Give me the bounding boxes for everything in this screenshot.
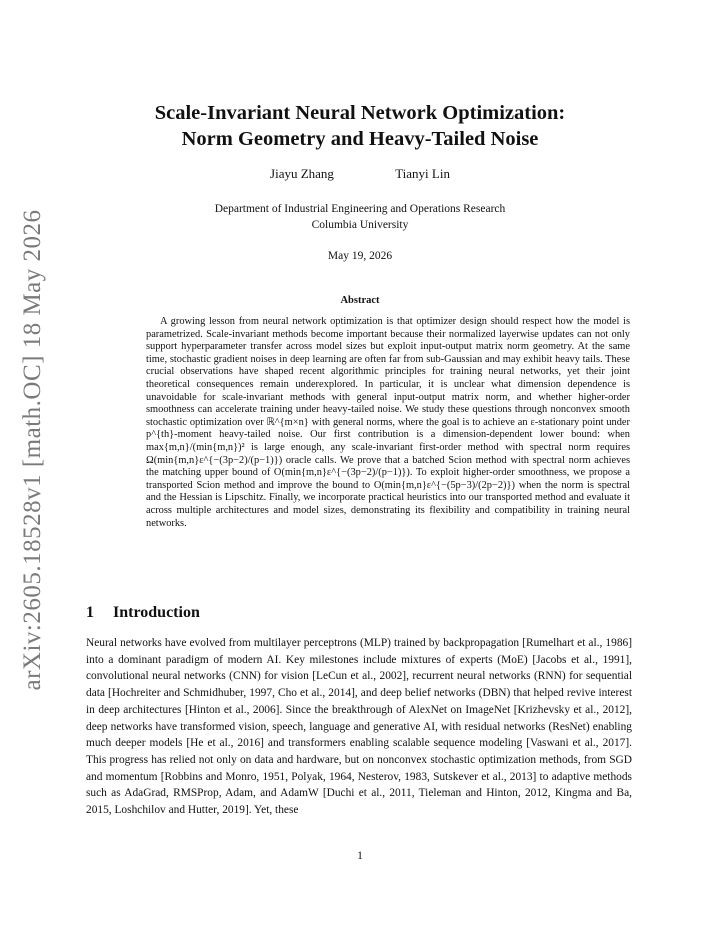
affiliation-line-1: Department of Industrial Engineering and Operations Research: [214, 203, 506, 215]
paper-title: [0, 100, 720, 152]
title-line-2: Norm Geometry and Heavy-Tailed Noise: [181, 128, 539, 150]
author-list: [0, 166, 720, 182]
page-number: 1: [357, 850, 363, 862]
affiliation: [0, 202, 720, 233]
introduction-paragraph: Neural networks have evolved from multilayer perceptrons (MLP) trained by backpropagation [Rumelhart et al., 1986] into a dominant paradigm of modern AI. Key milestones include mixtures of experts (MoE) [Jacobs et al., 1991], convolutional neural networks (CNN) for vision [LeCun et al., 2002], recurrent neural networks (RNN) for sequential data [Hochreiter and Schmidhuber, 1997, Cho et al., 2014], and deep belief networks (DBN) that helped revive interest in deep architectures [Hinton et al., 2006]. Since the breakthrough of AlexNet on ImageNet [Krizhevsky et al., 2012], deep networks have transformed vision, speech, language and generative AI, with residual networks (ResNet) enabling much deeper models [He et al., 2016] and transformers enabling scalable sequence modeling [Vaswani et al., 2017]. This progress has relied not only on data and hardware, but on nonconvex stochastic optimization methods, from SGD and momentum [Robbins and Monro, 1951, Polyak, 1964, Nesterov, 1983, Sutskever et al., 2013] to adaptive methods such as AdaGrad, RMSProp, Adam, and AdamW [Duchi et al., 2011, Tieleman and Hinton, 2012, Kingma and Ba, 2015, Loshchilov and Hutter, 2019]. Yet, these: [86, 637, 632, 817]
section-heading: [86, 604, 200, 622]
section-title: Introduction: [113, 604, 200, 621]
title-line-1: Scale-Invariant Neural Network Optimization:: [154, 102, 566, 124]
abstract-body: A growing lesson from neural network optimization is that optimizer design should respect how the model is parametrized. Scale-invariant methods become important because their normalized layerwise updates can not only support hyperparameter transfer across model sizes but exploit input-output matrix norm geometry. At the same time, stochastic gradient noises in deep learning are often far from sub-Gaussian and may exhibit heavy tails. These crucial observations have shaped recent algorithmic principles for training neural networks, yet their joint theoretical consequences remain underexplored. In particular, it is unclear what dimension dependence is unavoidable for scale-invariant methods with general input-output matrix norm, and whether higher-order smoothness can accelerate training under heavy-tailed noise. We study these questions through nonconvex smooth stochastic optimization over ℝ^{m×n} with general norms, where the goal is to achieve an ε-stationary point under p^{th}-moment heavy-tailed noise. Our first contribution is a dimension-dependent lower bound: when max{m,n}/(min{m,n})² is large enough, any scale-invariant first-order method with spectral norm requires Ω(min{m,n}ε^{−(3p−2)/(p−1)}) oracle calls. We prove that a batched Scion method with spectral norm achieves the matching upper bound of O(min{m,n}ε^{−(3p−2)/(p−1)}). To exploit higher-order smoothness, we propose a transported Scion method and improve the bound to O(min{m,n}ε^{−(5p−3)/(2p−2)}) when the norm is spectral and the Hessian is Lipschitz. Finally, we incorporate practical heuristics into our transported method and evaluate it across multiple architectures and model sizes, demonstrating its flexibility and compatibility in training neural networks.: [146, 316, 630, 529]
author-1: Jiayu Zhang: [270, 166, 334, 181]
affiliation-line-2: Columbia University: [311, 218, 409, 231]
paper-date: May 19, 2026: [327, 250, 393, 262]
section-number: 1: [86, 604, 94, 621]
arxiv-sidebar-stamp: [4, 200, 62, 700]
author-2: Tianyi Lin: [395, 166, 450, 181]
abstract-heading: Abstract: [340, 295, 380, 306]
arxiv-id: arXiv:2605.18528v1 [math.OC] 18 May 2026: [19, 209, 46, 691]
